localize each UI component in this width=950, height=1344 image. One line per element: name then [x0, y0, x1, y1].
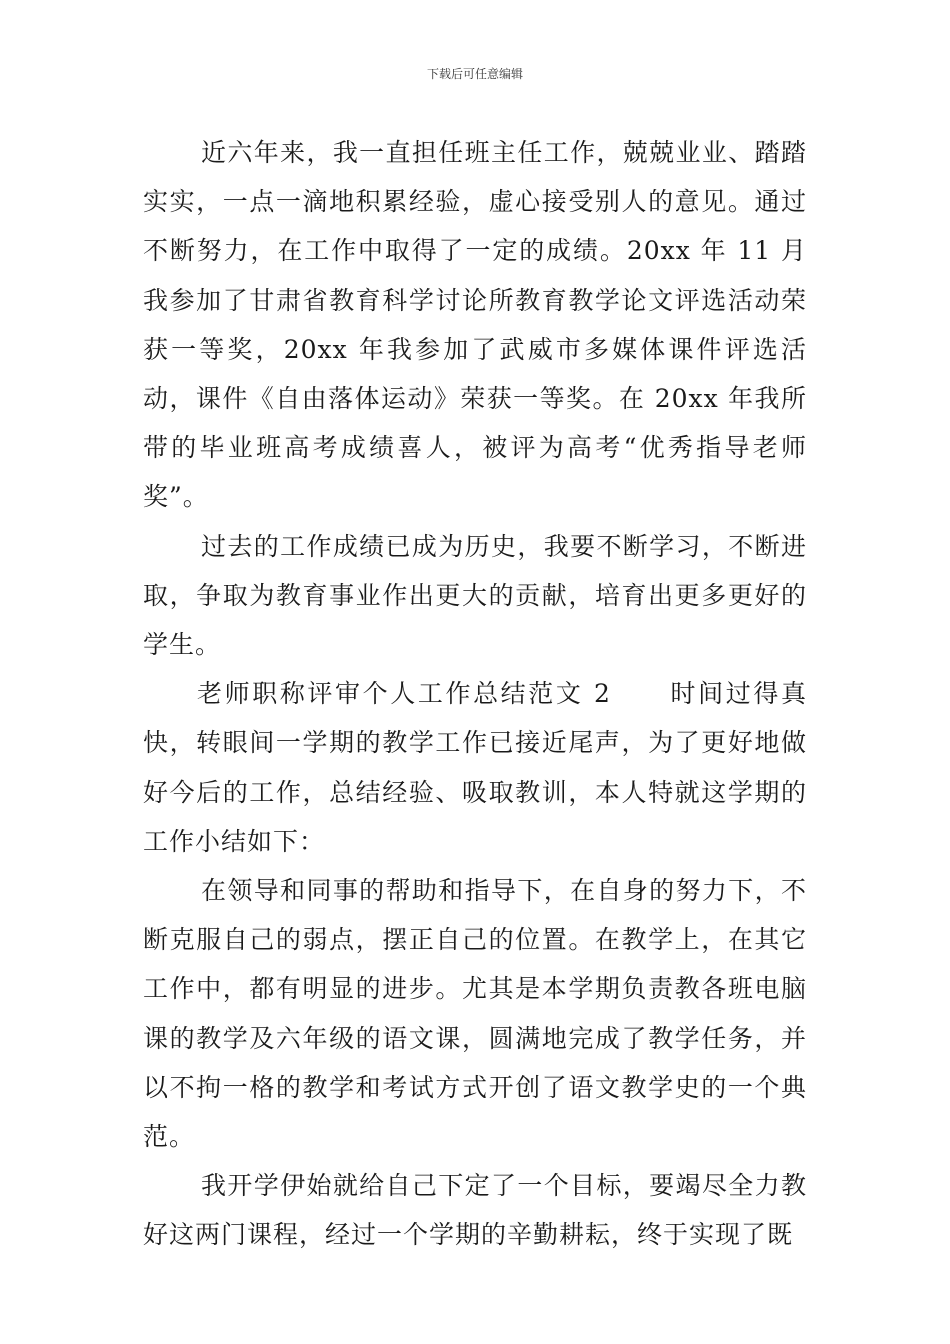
section-title: 老师职称评审个人工作总结范文 2	[197, 679, 611, 709]
paragraph-future: 过去的工作成绩已成为历史，我要不断学习，不断进取，争取为教育事业作出更大的贡献，培育出更多更好的学生。	[143, 531, 807, 660]
page-header: 下载后可任意编辑	[426, 67, 523, 81]
paragraph-progress: 在领导和同事的帮助和指导下，在自身的努力下，不断克服自己的弱点，摆正自己的位置。在教学上，在其它工作中，都有明显的进步。尤其是本学期负责教各班电脑课的教学及六年级的语文课，圆满地完成了教学任务，并以不拘一格的教学和考试方式开创了语文教学史的一个典范。	[143, 876, 807, 1152]
document-body	[143, 128, 807, 1260]
section-intro: 时间过得真快，转眼间一学期的教学工作已接近尾声，为了更好地做好今后的工作，总结经验、吸取教训，本人特就这学期的工作小结如下：	[143, 679, 807, 856]
paragraph-achievements: 近六年来，我一直担任班主任工作，兢兢业业、踏踏实实，一点一滴地积累经验，虚心接受别人的意见。通过不断努力，在工作中取得了一定的成绩。20xx 年 11 月我参加了甘肃省教育科学讨论所教育教学论文评选活动荣获一等奖，20xx 年我参加了武威市多媒体课件评选活动，课件《自由落体运动》荣获一等奖。在 20xx 年我所带的毕业班高考成绩喜人，被评为高考“优秀指导老师奖”。	[143, 138, 807, 512]
section-intro-paragraph	[143, 669, 807, 866]
paragraph-goal: 我开学伊始就给自己下定了一个目标，要竭尽全力教好这两门课程，经过一个学期的辛勤耕耘，终于实现了既	[143, 1171, 807, 1250]
